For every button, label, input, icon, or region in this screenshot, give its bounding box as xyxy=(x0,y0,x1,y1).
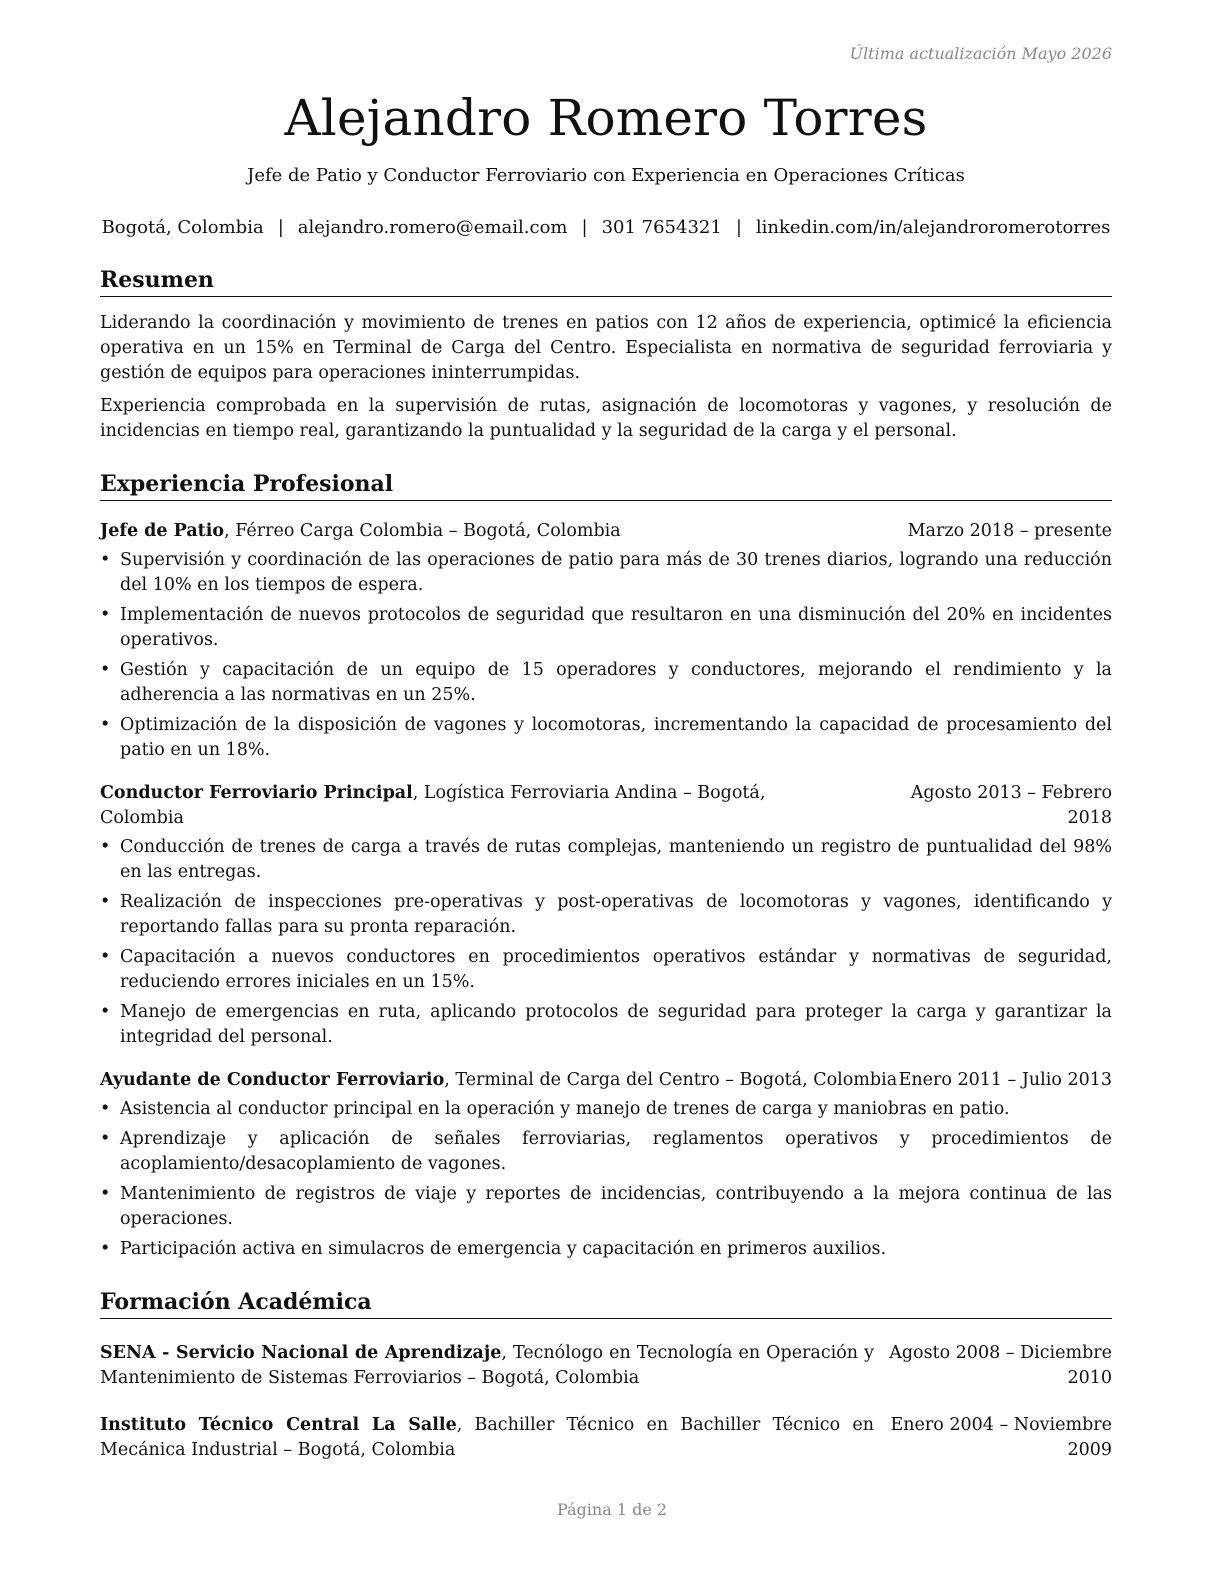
job-bullets xyxy=(100,1097,1112,1262)
contact-line xyxy=(100,216,1112,240)
section-title: Formación Académica xyxy=(100,1288,1112,1319)
job-company: , Terminal de Carga del Centro – Bogotá, Colombia xyxy=(444,1070,898,1090)
education-dates: Enero 2004 – Noviembre 2009 xyxy=(890,1415,1112,1460)
education-entry xyxy=(100,1341,1112,1391)
separator: | xyxy=(581,217,588,238)
list-item: • Realización de inspecciones pre-operativas y post-operativas de locomotoras y vagones, identificando y reportando fallas para su pronta reparación. xyxy=(120,890,1112,940)
degree-detail: , Tecnólogo en Tecnología en Operación y Mantenimiento de Sistemas Ferroviarios – Bogotá, Colombia xyxy=(100,1343,874,1388)
job-role: Jefe de Patio xyxy=(100,521,225,541)
job-entry xyxy=(100,1068,1112,1262)
list-item: • Manejo de emergencias en ruta, aplicando protocolos de seguridad para proteger la carga y garantizar la integridad del personal. xyxy=(120,1000,1112,1050)
email-link[interactable]: alejandro.romero@email.com xyxy=(297,217,568,238)
job-dates: Enero 2011 – Julio 2013 xyxy=(898,1070,1112,1090)
job-dates: Marzo 2018 – presente xyxy=(907,521,1112,541)
summary-section xyxy=(100,266,1112,444)
summary-paragraph: Liderando la coordinación y movimiento de trenes en patios con 12 años de experiencia, optimicé la eficiencia operativa en un 15% en Terminal de Carga del Centro. Especialista en normativa de seguridad ferroviaria y gestión de equipos para operaciones ininterrumpidas. xyxy=(100,313,1112,383)
degree-detail: , Bachiller Técnico en Bachiller Técnico en Mecánica Industrial – Bogotá, Colombia xyxy=(100,1415,874,1460)
headline: Jefe de Patio y Conductor Ferroviario con Experiencia en Operaciones Críticas xyxy=(247,165,965,186)
list-item: • Participación activa en simulacros de emergencia y capacitación en primeros auxilios. xyxy=(120,1237,1112,1262)
phone: 301 7654321 xyxy=(601,217,722,238)
job-bullets xyxy=(100,548,1112,763)
job-dates: Agosto 2013 – Febrero 2018 xyxy=(910,783,1112,828)
institution-name: Instituto Técnico Central La Salle xyxy=(100,1415,457,1435)
linkedin-link[interactable]: linkedin.com/in/alejandroromerotorres xyxy=(755,217,1111,238)
section-title: Resumen xyxy=(100,266,1112,297)
education-entry xyxy=(100,1413,1112,1463)
section-title: Experiencia Profesional xyxy=(100,470,1112,501)
job-bullets xyxy=(100,835,1112,1050)
job-entry xyxy=(100,781,1112,1050)
list-item: • Capacitación a nuevos conductores en procedimientos operativos estándar y normativas de seguridad, reduciendo errores iniciales en un 15%. xyxy=(120,945,1112,995)
job-company: , Logística Ferroviaria Andina – Bogotá, Colombia xyxy=(100,783,766,828)
job-role: Conductor Ferroviario Principal xyxy=(100,783,413,803)
education-dates: Agosto 2008 – Diciembre 2010 xyxy=(889,1343,1112,1388)
summary-paragraph: Experiencia comprobada en la supervisión de rutas, asignación de locomotoras y vagones, y resolución de incidencias en tiempo real, garantizando la puntualidad y la seguridad de la carga y el personal. xyxy=(100,396,1112,441)
institution-name: SENA - Servicio Nacional de Aprendizaje xyxy=(100,1343,502,1363)
separator: | xyxy=(277,217,284,238)
job-header xyxy=(100,781,1112,831)
list-item: • Mantenimiento de registros de viaje y reportes de incidencias, contribuyendo a la mejora continua de las operaciones. xyxy=(120,1182,1112,1232)
last-updated: Última actualización Mayo 2026 xyxy=(849,44,1112,63)
job-header xyxy=(100,519,1112,544)
job-company: , Férreo Carga Colombia – Bogotá, Colombia xyxy=(224,521,621,541)
candidate-name: Alejandro Romero Torres xyxy=(284,89,928,147)
job-entry xyxy=(100,519,1112,763)
list-item: • Implementación de nuevos protocolos de seguridad que resultaron en una disminución del 20% en incidentes operativos. xyxy=(120,603,1112,653)
list-item: • Aprendizaje y aplicación de señales ferroviarias, reglamentos operativos y procedimientos de acoplamiento/desacoplamiento de vagones. xyxy=(120,1127,1112,1177)
location: Bogotá, Colombia xyxy=(101,217,264,238)
experience-section xyxy=(100,470,1112,1262)
list-item: • Optimización de la disposición de vagones y locomotoras, incrementando la capacidad de procesamiento del patio en un 18%. xyxy=(120,713,1112,763)
list-item: • Gestión y capacitación de un equipo de 15 operadores y conductores, mejorando el rendimiento y la adherencia a las normativas en un 25%. xyxy=(120,658,1112,708)
separator: | xyxy=(735,217,742,238)
job-header xyxy=(100,1068,1112,1093)
job-role: Ayudante de Conductor Ferroviario xyxy=(100,1070,445,1090)
list-item: • Asistencia al conductor principal en la operación y manejo de trenes de carga y maniobras en patio. xyxy=(120,1097,1112,1122)
education-section xyxy=(100,1288,1112,1463)
page-number: Página 1 de 2 xyxy=(556,1500,668,1519)
list-item: • Conducción de trenes de carga a través de rutas complejas, manteniendo un registro de puntualidad del 98% en las entregas. xyxy=(120,835,1112,885)
list-item: • Supervisión y coordinación de las operaciones de patio para más de 30 trenes diarios, logrando una reducción del 10% en los tiempos de espera. xyxy=(120,548,1112,598)
